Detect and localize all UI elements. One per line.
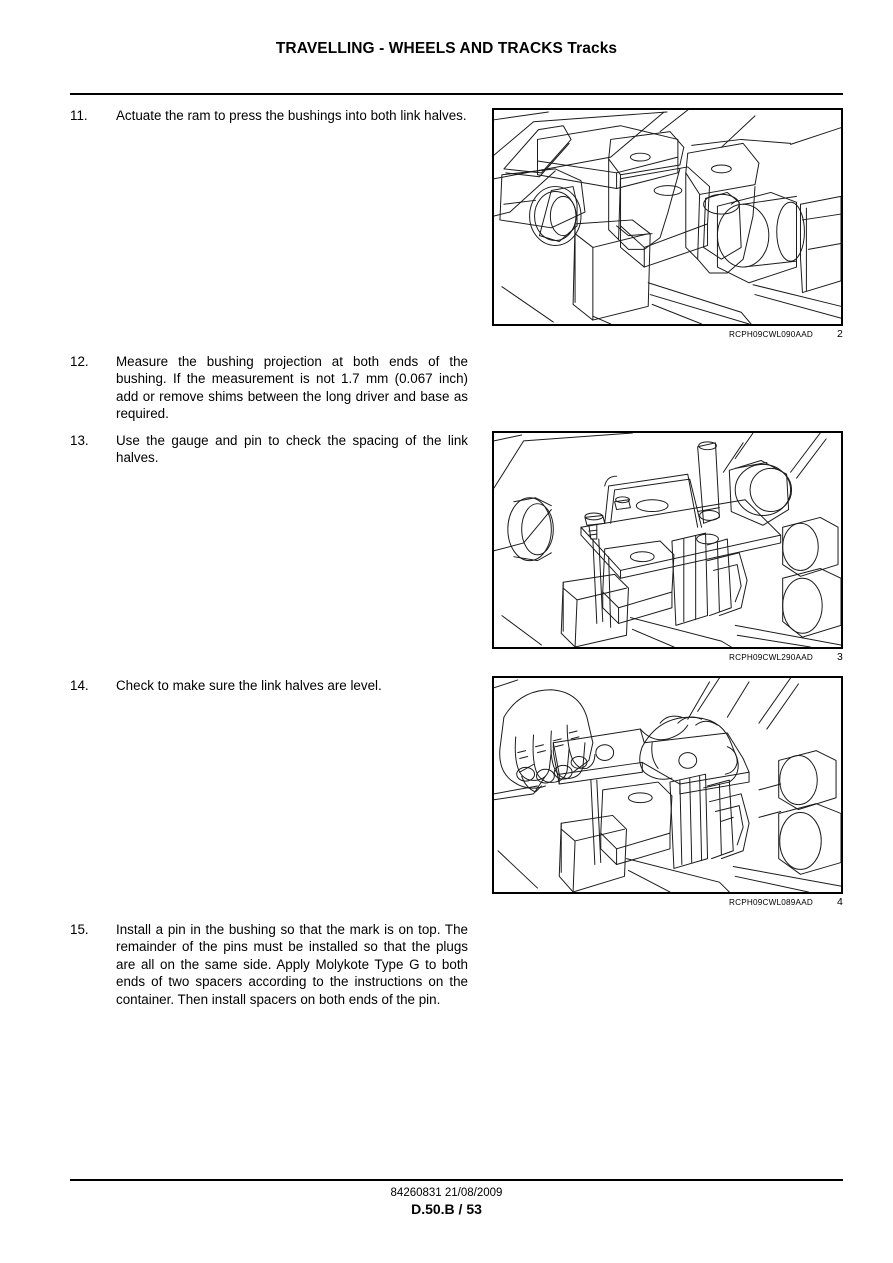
step-item-13 xyxy=(70,432,468,467)
figure-3 xyxy=(492,431,843,663)
step-number: 11. xyxy=(70,108,88,123)
figure-image-frame xyxy=(492,108,843,326)
step-text: Actuate the ram to press the bushings into both link halves. xyxy=(116,108,467,123)
figure-2 xyxy=(492,108,843,340)
figure-index: 2 xyxy=(836,328,843,340)
figure-caption xyxy=(492,328,843,340)
figure-image-frame xyxy=(492,431,843,649)
step-text: Use the gauge and pin to check the spacing of the link halves. xyxy=(116,433,468,466)
step-item-15 xyxy=(70,921,468,1008)
step-text: Measure the bushing projection at both ends of the bushing. If the measurement is not 1.7 mm (0.067 inch) add or remove shims between the long driver and base as required. xyxy=(116,354,468,422)
track-link-press-illustration xyxy=(494,110,841,324)
page-title: TRAVELLING - WHEELS AND TRACKS Tracks xyxy=(275,40,618,57)
figure-id: RCPH09CWL290AAD xyxy=(729,653,813,662)
footer-divider-rule xyxy=(70,1179,843,1181)
step-number: 12. xyxy=(70,354,89,369)
step-item-12 xyxy=(70,353,468,423)
gauge-and-pin-illustration xyxy=(494,433,841,647)
header-divider-rule xyxy=(70,93,843,95)
figure-index: 3 xyxy=(836,651,843,663)
figure-caption xyxy=(492,651,843,663)
step-text: Check to make sure the link halves are level. xyxy=(116,678,382,693)
step-number: 14. xyxy=(70,678,89,693)
figure-id: RCPH09CWL090AAD xyxy=(729,330,813,339)
figure-4 xyxy=(492,676,843,908)
figure-id: RCPH09CWL089AAD xyxy=(729,898,813,907)
step-number: 15. xyxy=(70,922,89,937)
step-text: Install a pin in the bushing so that the mark is on top. The remainder of the pins must be installed so that the plugs are all on the same side. Apply Molykote Type G to both ends of two spacers according to the instructions on the container. Then install spacers on both ends of the pin. xyxy=(116,922,468,1007)
step-number: 13. xyxy=(70,433,89,448)
step-item-14 xyxy=(70,677,468,694)
level-check-hands-illustration xyxy=(494,678,841,892)
page-reference: D.50.B / 53 xyxy=(411,1201,482,1217)
document-code: 84260831 21/08/2009 xyxy=(390,1187,503,1199)
step-item-11 xyxy=(70,107,468,124)
figure-index: 4 xyxy=(836,896,843,908)
page-footer xyxy=(0,1186,893,1218)
figure-image-frame xyxy=(492,676,843,894)
figure-caption xyxy=(492,896,843,908)
